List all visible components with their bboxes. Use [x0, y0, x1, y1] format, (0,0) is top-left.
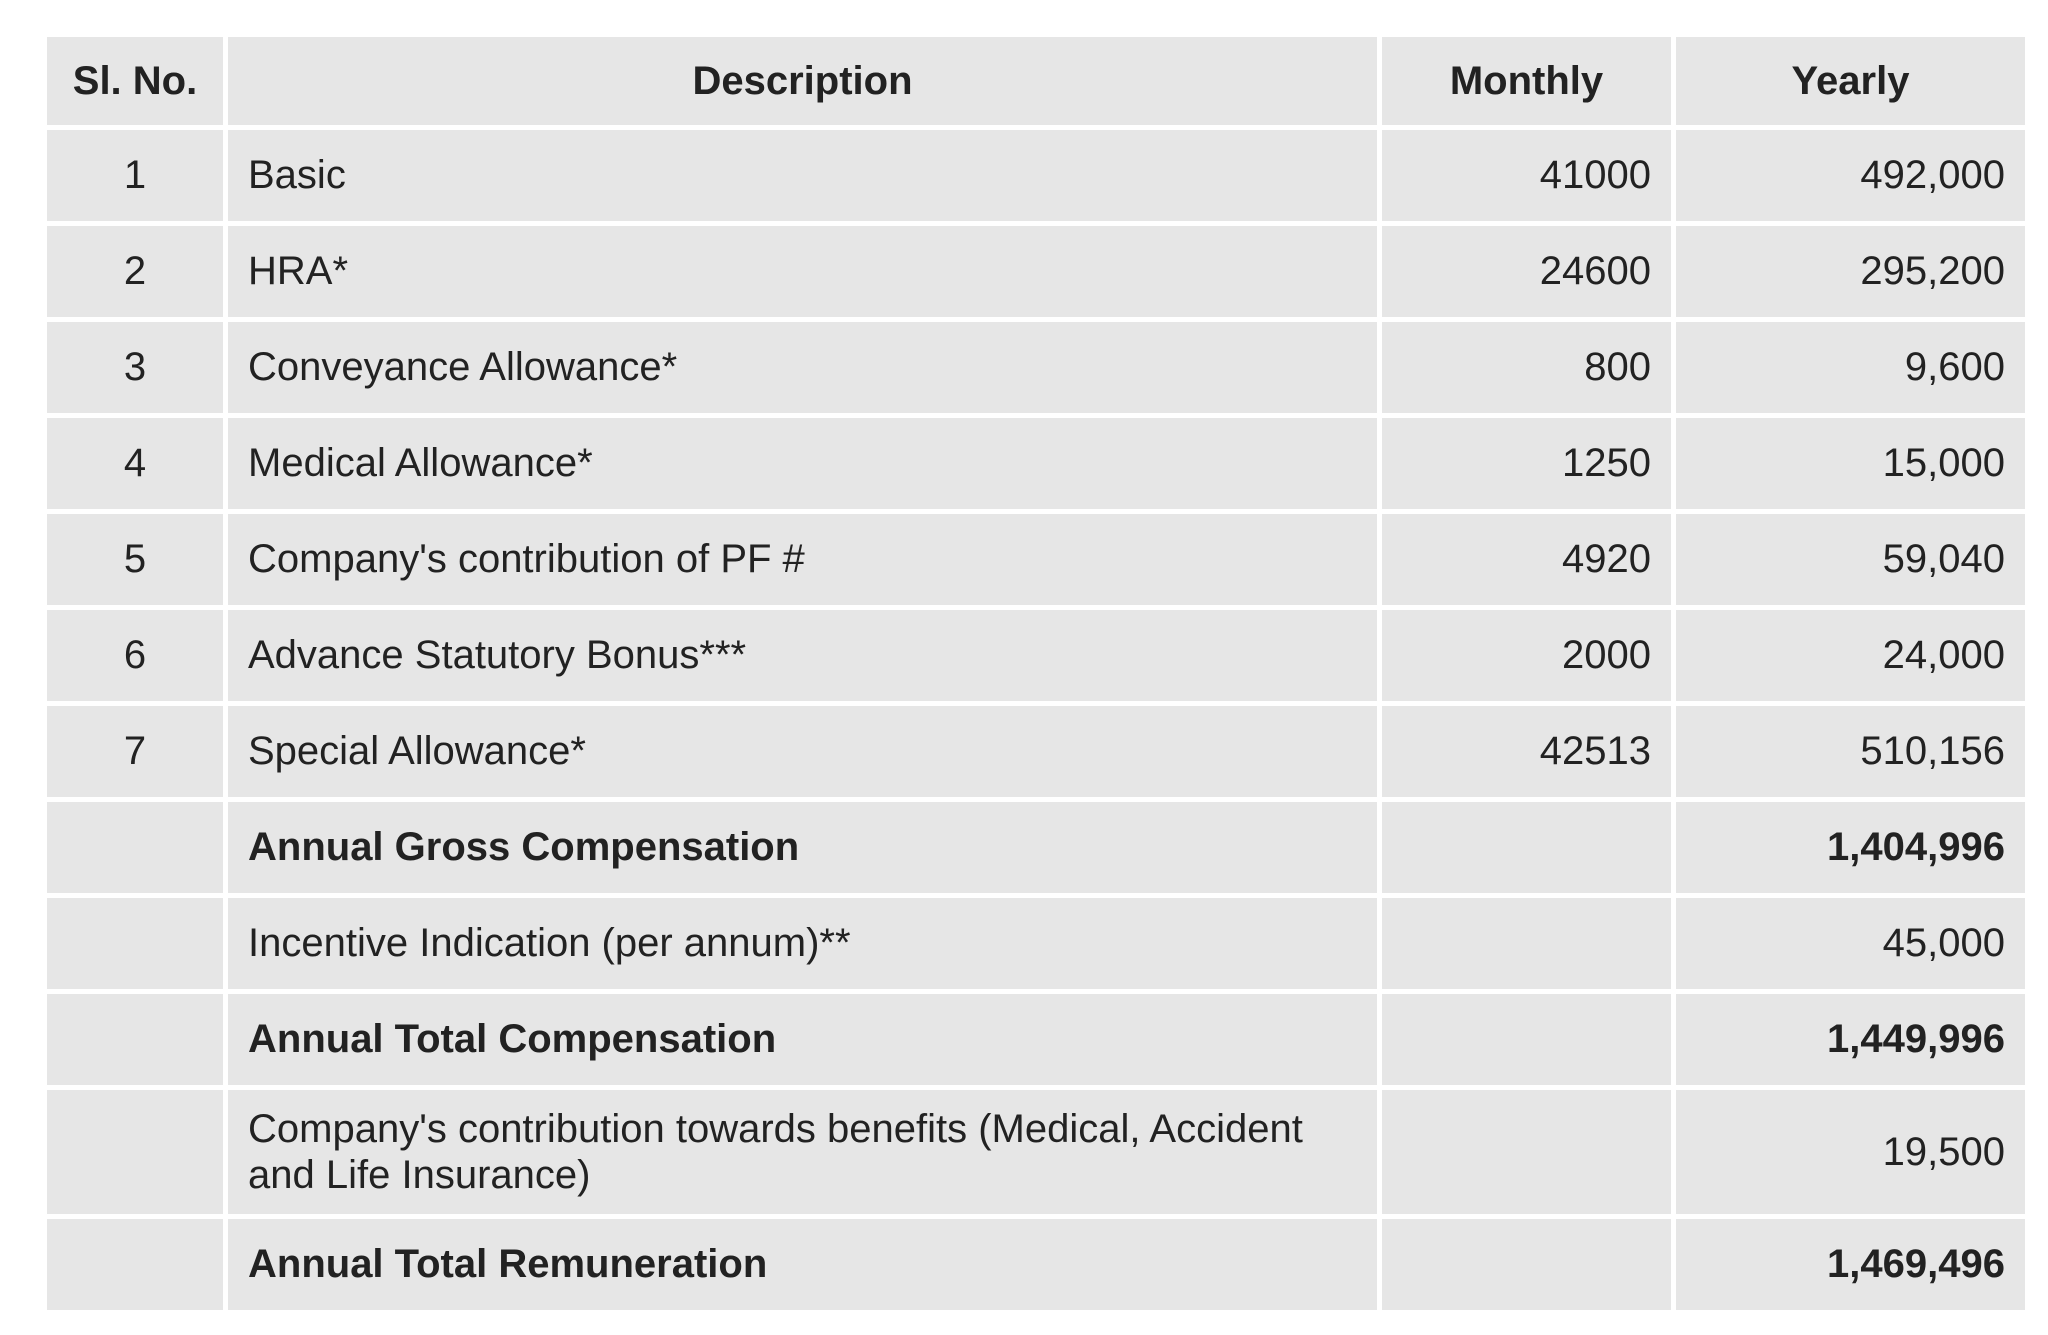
table-row: [47, 418, 2025, 509]
yearly-cell: 510,156: [1676, 706, 2025, 797]
total-compensation-row: [47, 994, 2025, 1085]
benefits-row: [47, 1090, 2025, 1214]
table-row: [47, 130, 2025, 221]
table-header-row: [47, 37, 2025, 125]
description-cell: Company's contribution of PF #: [228, 514, 1377, 605]
sl-no-cell: [47, 898, 223, 989]
table-row: [47, 514, 2025, 605]
yearly-cell: 9,600: [1676, 322, 2025, 413]
description-cell: Annual Total Remuneration: [228, 1219, 1377, 1310]
header-monthly: Monthly: [1382, 37, 1671, 125]
yearly-cell: 1,449,996: [1676, 994, 2025, 1085]
sl-no-cell: [47, 1219, 223, 1310]
yearly-cell: 15,000: [1676, 418, 2025, 509]
sl-no-cell: 4: [47, 418, 223, 509]
monthly-cell: 800: [1382, 322, 1671, 413]
description-cell: Annual Gross Compensation: [228, 802, 1377, 893]
description-cell: Special Allowance*: [228, 706, 1377, 797]
monthly-cell: [1382, 994, 1671, 1085]
monthly-cell: 41000: [1382, 130, 1671, 221]
monthly-cell: 24600: [1382, 226, 1671, 317]
table-row: [47, 226, 2025, 317]
header-description: Description: [228, 37, 1377, 125]
sl-no-cell: [47, 802, 223, 893]
description-cell: Annual Total Compensation: [228, 994, 1377, 1085]
monthly-cell: [1382, 1219, 1671, 1310]
description-cell: Advance Statutory Bonus***: [228, 610, 1377, 701]
header-sl-no: Sl. No.: [47, 37, 223, 125]
monthly-cell: 42513: [1382, 706, 1671, 797]
table-row: [47, 610, 2025, 701]
description-cell: Conveyance Allowance*: [228, 322, 1377, 413]
description-cell: Basic: [228, 130, 1377, 221]
table-row: [47, 706, 2025, 797]
yearly-cell: 59,040: [1676, 514, 2025, 605]
sl-no-cell: 7: [47, 706, 223, 797]
yearly-cell: 19,500: [1676, 1090, 2025, 1214]
description-cell: Medical Allowance*: [228, 418, 1377, 509]
incentive-row: [47, 898, 2025, 989]
description-cell: Incentive Indication (per annum)**: [228, 898, 1377, 989]
sl-no-cell: [47, 1090, 223, 1214]
yearly-cell: 295,200: [1676, 226, 2025, 317]
compensation-table-container: [42, 32, 2010, 1315]
sl-no-cell: 3: [47, 322, 223, 413]
sl-no-cell: 5: [47, 514, 223, 605]
yearly-cell: 24,000: [1676, 610, 2025, 701]
monthly-cell: [1382, 898, 1671, 989]
description-cell: HRA*: [228, 226, 1377, 317]
description-cell: Company's contribution towards benefits (Medical, Accident and Life Insurance): [228, 1090, 1377, 1214]
monthly-cell: 1250: [1382, 418, 1671, 509]
monthly-cell: [1382, 802, 1671, 893]
yearly-cell: 1,469,496: [1676, 1219, 2025, 1310]
table-row: [47, 322, 2025, 413]
gross-compensation-row: [47, 802, 2025, 893]
yearly-cell: 45,000: [1676, 898, 2025, 989]
sl-no-cell: 2: [47, 226, 223, 317]
header-yearly: Yearly: [1676, 37, 2025, 125]
compensation-table: [42, 32, 2030, 1315]
yearly-cell: 492,000: [1676, 130, 2025, 221]
sl-no-cell: [47, 994, 223, 1085]
sl-no-cell: 6: [47, 610, 223, 701]
total-remuneration-row: [47, 1219, 2025, 1310]
monthly-cell: 4920: [1382, 514, 1671, 605]
monthly-cell: 2000: [1382, 610, 1671, 701]
sl-no-cell: 1: [47, 130, 223, 221]
monthly-cell: [1382, 1090, 1671, 1214]
yearly-cell: 1,404,996: [1676, 802, 2025, 893]
